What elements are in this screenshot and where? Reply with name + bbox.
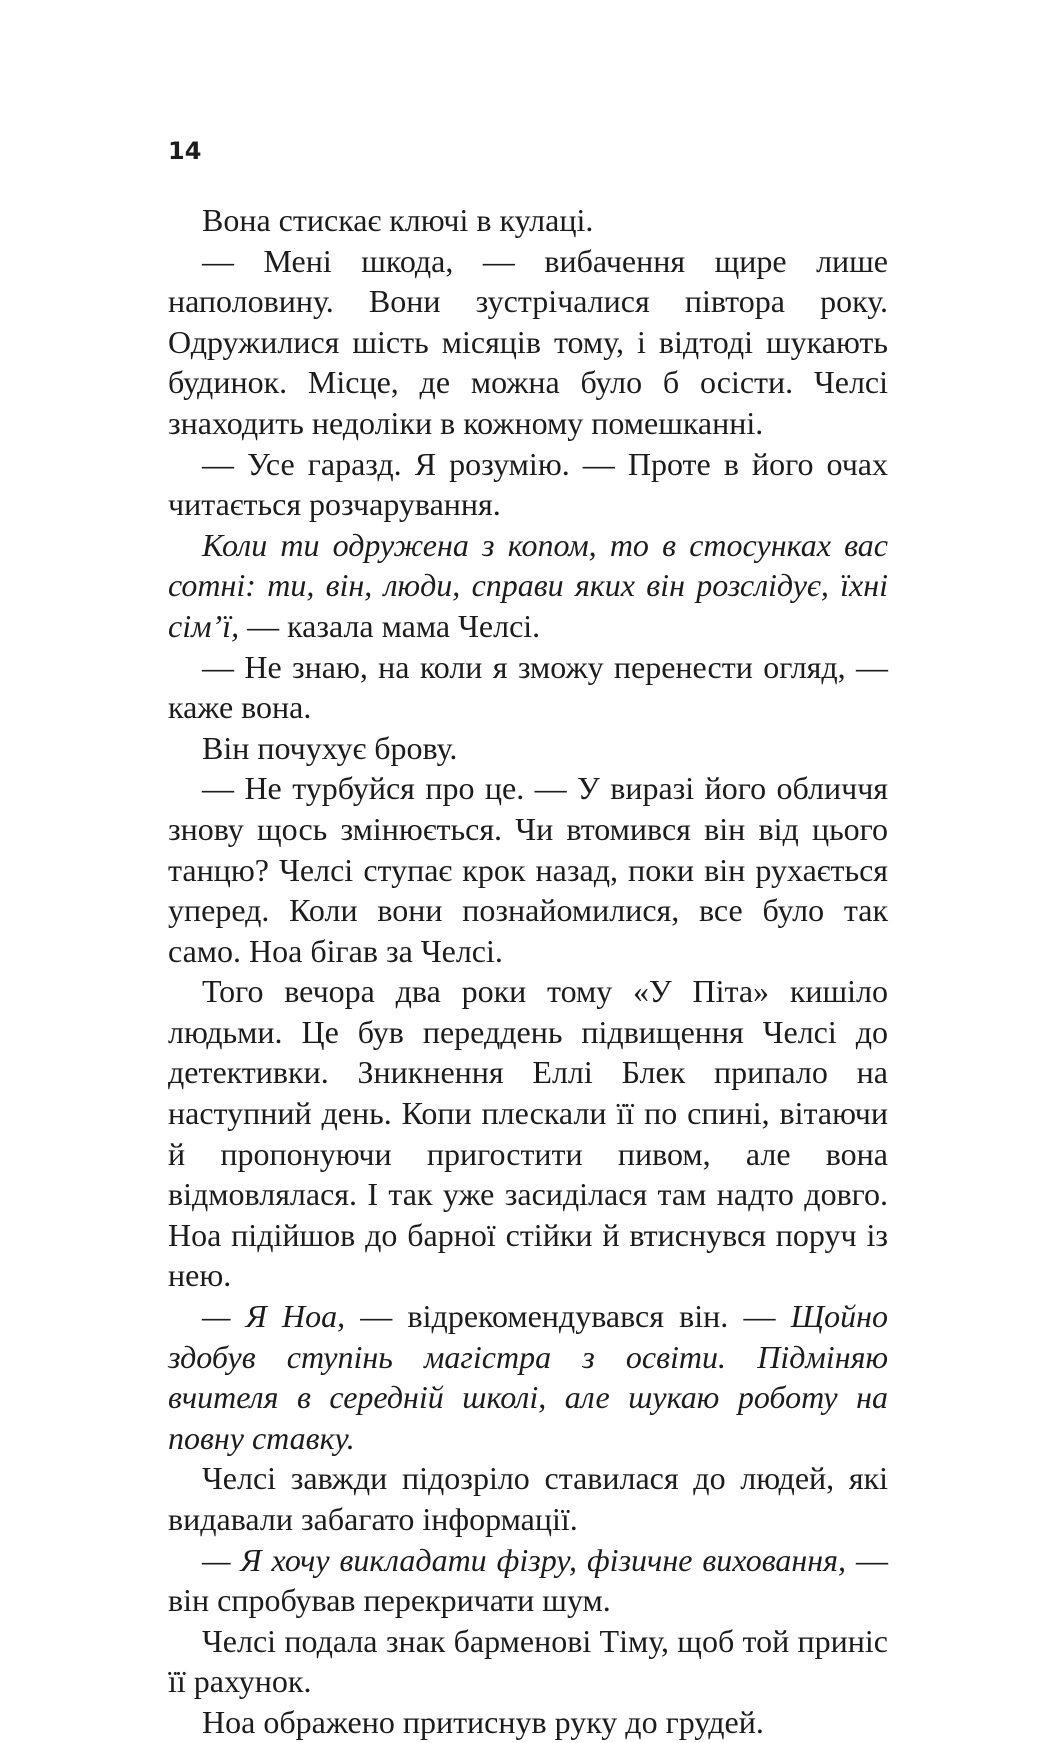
text-segment: Челсі подала знак барменові Тіму, щоб той приніс її рахунок.	[168, 1622, 888, 1700]
text-segment: Вона стискає ключі в кулаці.	[202, 202, 594, 238]
text-segment: — казала мама Челсі.	[239, 607, 541, 644]
text-segment: — Не турбуйся про це. — У виразі його обличчя знову щось змінюється. Чи втомився він від цього танцю? Челсі ступає крок назад, поки він рухається уперед. Коли вони познайомилися, все було так само. Ноа бігав за Челсі.	[168, 770, 888, 969]
paragraph	[168, 444, 888, 525]
paragraph	[168, 200, 888, 241]
italic-text-segment: Коли ти одружена з копом, то в стосунках вас сотні: ти, він, люди, справи яких він розслідує, їхні сім’ї,	[168, 526, 888, 644]
paragraph	[168, 1621, 888, 1702]
paragraph	[168, 1296, 888, 1458]
text-segment: Він почухує брову.	[202, 729, 458, 766]
paragraph	[168, 1458, 888, 1539]
body-text	[168, 200, 888, 1743]
text-segment: Челсі завжди підозріло ставилася до людей, які видавали забагато інформації.	[168, 1460, 888, 1537]
paragraph	[168, 728, 888, 769]
text-segment: Того вечора два роки тому «У Піта» кишіло людьми. Це був переддень підвищення Челсі до детективки. Зникнення Еллі Блек припало на наступний день. Копи плескали її по спині, вітаючи й пропонуючи пригостити пивом, але вона відмовлялася. І так уже засиділася там надто довго. Ноа підійшов до барної стійки й втиснувся поруч із нею.	[168, 973, 888, 1294]
paragraph	[168, 1540, 888, 1621]
page-number: 14	[168, 137, 202, 165]
italic-text-segment: — Я Ноа,	[202, 1298, 346, 1335]
text-segment: — відрекомендувався він. —	[345, 1298, 791, 1335]
paragraph	[168, 768, 888, 971]
paragraph	[168, 525, 888, 647]
text-segment: — він спробував перекричати шум.	[168, 1541, 889, 1619]
italic-text-segment: — Я хочу викладати фізру, фізичне виховання,	[202, 1541, 846, 1578]
paragraph	[168, 241, 888, 444]
paragraph	[168, 647, 888, 728]
text-segment: — Мені шкода, — вибачення щире лише наполовину. Вони зустрічалися півтора року. Одружилися шість місяців тому, і відтоді шукають будинок. Місце, де можна було б осісти. Челсі знаходить недоліки в кожному помешканні.	[168, 242, 888, 441]
text-segment: — Усе гаразд. Я розумію. — Проте в його очах читається розчарування.	[168, 445, 888, 523]
text-segment: — Не знаю, на коли я зможу перенести огляд, — каже вона.	[168, 648, 888, 726]
paragraph	[168, 971, 888, 1296]
text-segment: Ноа ображено притиснув руку до грудей.	[202, 1703, 764, 1740]
italic-text-segment: Щойно здобув ступінь магістра з освіти. Підміняю вчителя в середній школі, але шукаю роботу на повну ставку.	[168, 1298, 888, 1456]
paragraph	[168, 1702, 888, 1743]
